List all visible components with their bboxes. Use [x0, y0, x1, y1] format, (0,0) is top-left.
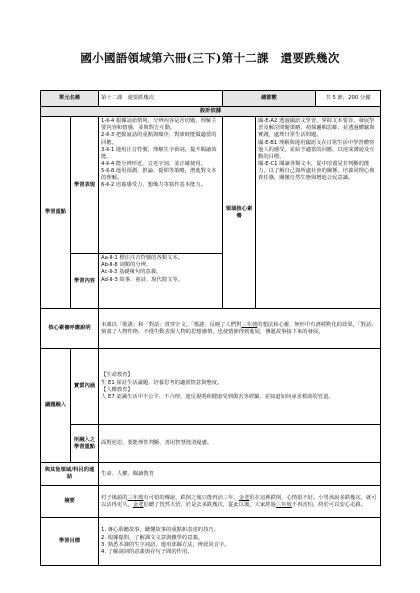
core-response-text-part: 本課以「歌謠」和「對話」貫穿全文。「歌謠」反映了人們對 [101, 321, 242, 328]
core-competency-items [256, 117, 381, 309]
summary-text-part: 有可怕的傳說，跌倒之後只能再活三年。 [143, 494, 239, 501]
summary-text-part: 不再害怕，終於可以安心走路。 [291, 501, 366, 508]
objectives-label: 學習目標 [41, 518, 99, 566]
summary-text-part: 村子後頭的 [101, 494, 128, 501]
issues-content-row [41, 425, 381, 463]
issues-label: 議題融入 [41, 349, 71, 463]
substance-text [99, 349, 381, 425]
issues-content-label: 所融入之學習重點 [71, 425, 99, 463]
objective-item: 4. 了解副詞的意義與在句子間的作用。 [101, 548, 193, 555]
summary-text-underlined: 三年坡 [127, 494, 144, 501]
other-fields-text: 生命、人權、閱讀教育 [99, 463, 381, 486]
total-sessions-label: 總節數 [223, 91, 316, 107]
content-item: Ac-Ⅱ-3 基礎複句的意義。 [101, 269, 162, 276]
human-rights-title: 【人權教育】 [101, 386, 133, 393]
key-learning-label: 學習重點 [41, 117, 71, 309]
objectives-items [99, 518, 381, 566]
human-rights-text: 人 E7 認識生活中不公平、不合理、違反規則和健康受到傷害等經驗，並知道如何尋求救助的管道。 [101, 393, 334, 400]
objective-item: 3. 熟悉本課的生字詞語，運用部縣方法，辨認同音字。 [101, 541, 230, 548]
performance-items [99, 117, 223, 254]
performance-item: 6-Ⅱ-2 培養感受力、想像力等寫作基本能力。 [101, 182, 206, 189]
content-items [99, 254, 223, 309]
performance-item: 3-Ⅱ-1 運用注音符號，理解生字新詞，提升閱讀效能。 [101, 146, 217, 160]
objective-item: 1. 專心聆聽故事，聽懂故事的重點和表達的技巧。 [101, 527, 219, 534]
objectives-row [41, 518, 381, 566]
performance-row [41, 117, 381, 254]
core-response-row [41, 309, 381, 349]
content-item: Ad-Ⅱ-3 故事、童詩、現代散文等。 [101, 276, 183, 283]
issues-content-text: 面對逆思，要能理性判斷，善用智慧澄清疑慮。 [99, 425, 381, 463]
content-label: 學習內容 [71, 254, 99, 309]
other-fields-row [41, 463, 381, 486]
total-sessions-value: 共 5 節，200 分鐘 [316, 91, 381, 107]
summary-label: 摘要 [41, 486, 99, 518]
life-education-text: 生 E1 探討生活議題，培養思考的適當情意與態度。 [101, 379, 223, 386]
unit-name-value: 第十二課 還要跌幾次 [99, 91, 223, 107]
performance-item: 1-Ⅱ-4 根據話語情境，分辨內容是否切題，理解主要內容和情感，並與對方互動。 [101, 118, 217, 132]
objective-item: 2. 根據提問，了解課文文意與雖學的意義。 [101, 534, 204, 541]
summary-text [99, 486, 381, 518]
core-response-text [99, 309, 381, 349]
life-education-title: 【生命教育】 [101, 372, 133, 379]
summary-row [41, 486, 381, 518]
performance-label: 學習表現 [71, 117, 99, 254]
issues-substance-row [41, 349, 381, 425]
page-title: 國小國語領域第六冊(三下)第十二課 還要跌幾次 [80, 51, 340, 65]
performance-item: 4-Ⅱ-4 能分辨形近、音近字詞，並正確使用。 [101, 160, 206, 167]
substance-label: 實質內涵 [71, 349, 99, 425]
core-competency-item: 國-E-A2 透過國語文學習，掌握文本要旨、發展學習及解決問題策略、初探邏輯思維，並透過體驗與實踐，處理日常生活問題。 [258, 118, 375, 139]
core-response-text-underlined: 三年坡 [241, 321, 258, 328]
summary-text-part: 伯聽了恍然大悟，於是去多跌幾次，從此以後，大家經過 [143, 501, 276, 508]
other-fields-label: 與其他領域/科目的連結 [41, 463, 99, 486]
performance-item: 2-Ⅱ-3 把握說話的重點與順序，對談時能做適當的回應。 [101, 132, 217, 146]
core-response-text-part: 的想法和心靈，無形中有潛移默化的效果，「對話」刻畫了人物性格，不僅生動表現人物的思想感情，也使情節得到進展，傳遞故事接下來的發展。 [101, 321, 377, 335]
header-row [41, 91, 381, 107]
core-competency-label: 領域核心素養 [223, 117, 256, 309]
content-item: Aa-Ⅱ-1 標注注音符號的各類文本。 [101, 255, 183, 262]
core-response-label: 核心素養呼應說明 [41, 309, 99, 349]
performance-item: 5-Ⅱ-8 運用預測、推論、提問等策略，增進對文本的理解。 [101, 168, 217, 182]
unit-name-label: 單元名稱 [41, 91, 99, 107]
core-competency-item: 國-E-B1 理解與運用國語文在日常生活中學習體察他人的感受，並給予適當的回應，以達成溝通及互動的目標。 [258, 139, 375, 160]
summary-text-underlined: 三年坡 [275, 501, 292, 508]
design-basis-row [41, 107, 381, 117]
summary-text-underlined: 金老 [238, 494, 250, 501]
content-item: Ab-Ⅱ-8 詞類的分辨。 [101, 262, 152, 269]
summary-text-underlined: 金老 [132, 501, 144, 508]
lesson-plan-table [40, 90, 381, 566]
core-competency-item: 國-E-C1 閱讀各類文本，從中培養是非判斷的能力，以了解自己與所處社會的關係，培養同理心與責任感，關懷自然生態與增進公民意識。 [258, 160, 375, 182]
summary-text-part: 伯在這裡跌倒，心情很不好。小男孩說多跌幾次，就可以活得更久， [101, 494, 377, 508]
design-basis-label: 設計依據 [41, 107, 381, 117]
